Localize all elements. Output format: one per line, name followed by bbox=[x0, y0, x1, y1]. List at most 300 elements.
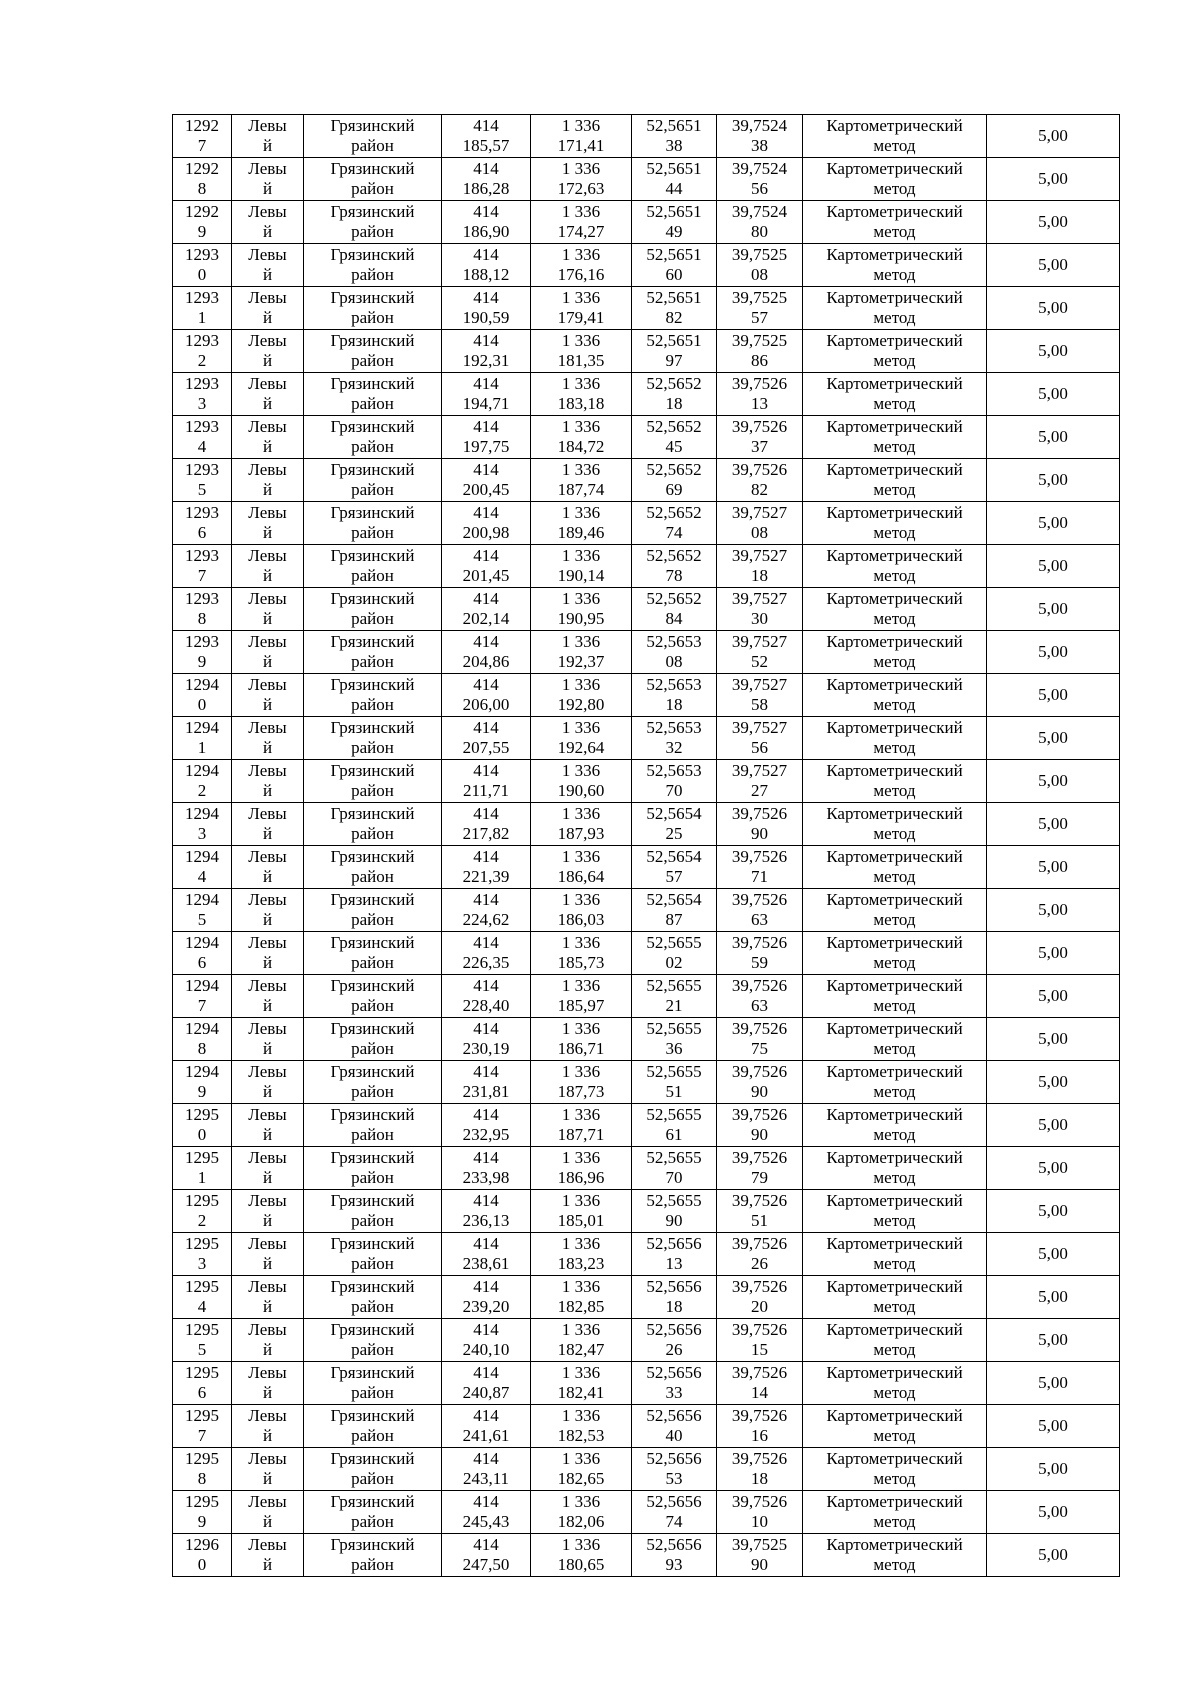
method-line: Картометрический bbox=[826, 374, 963, 393]
district-line: район bbox=[351, 996, 394, 1015]
district-line: район bbox=[351, 1211, 394, 1230]
side-line: Левы bbox=[248, 675, 287, 694]
district-cell bbox=[304, 1319, 442, 1362]
side-line: й bbox=[262, 566, 273, 585]
side-cell bbox=[232, 115, 304, 158]
y-coordinate-cell bbox=[531, 889, 632, 932]
district-line: Грязинский bbox=[330, 1062, 415, 1081]
x-coordinate-line: 414 bbox=[473, 159, 499, 178]
x-coordinate-line: 186,28 bbox=[462, 179, 510, 198]
point-number-line: 1294 bbox=[185, 718, 219, 737]
latitude-cell bbox=[632, 545, 717, 588]
method-cell bbox=[803, 373, 987, 416]
x-coordinate-line: 414 bbox=[473, 804, 499, 823]
x-coordinate-line: 239,20 bbox=[462, 1297, 510, 1316]
district-cell bbox=[304, 459, 442, 502]
point-number-line: 9 bbox=[197, 1512, 207, 1531]
table-row bbox=[173, 416, 1120, 459]
latitude-cell bbox=[632, 1190, 717, 1233]
accuracy-cell: 5,00 bbox=[987, 201, 1120, 244]
latitude-line: 52,5655 bbox=[646, 1105, 702, 1124]
point-number-line: 1294 bbox=[185, 1019, 219, 1038]
method-cell bbox=[803, 1405, 987, 1448]
accuracy-cell: 5,00 bbox=[987, 1319, 1120, 1362]
latitude-cell bbox=[632, 1448, 717, 1491]
x-coordinate-line: 206,00 bbox=[462, 695, 510, 714]
point-number-line: 0 bbox=[197, 1125, 207, 1144]
point-number-line: 1295 bbox=[185, 1363, 219, 1382]
longitude-cell bbox=[717, 1018, 803, 1061]
x-coordinate-cell bbox=[442, 1491, 531, 1534]
y-coordinate-cell bbox=[531, 1276, 632, 1319]
method-cell bbox=[803, 244, 987, 287]
district-line: район bbox=[351, 867, 394, 886]
side-line: Левы bbox=[248, 890, 287, 909]
y-coordinate-line: 1 336 bbox=[561, 847, 601, 866]
y-coordinate-cell bbox=[531, 1491, 632, 1534]
method-line: метод bbox=[873, 437, 916, 456]
point-number-cell bbox=[173, 1276, 232, 1319]
y-coordinate-line: 182,85 bbox=[557, 1297, 605, 1316]
latitude-line: 74 bbox=[665, 1512, 683, 1531]
latitude-line: 52,5656 bbox=[646, 1406, 702, 1425]
x-coordinate-line: 228,40 bbox=[462, 996, 510, 1015]
latitude-line: 38 bbox=[665, 136, 683, 155]
district-line: Грязинский bbox=[330, 245, 415, 264]
latitude-line: 52,5656 bbox=[646, 1535, 702, 1554]
point-number-cell bbox=[173, 1018, 232, 1061]
accuracy-cell: 5,00 bbox=[987, 631, 1120, 674]
x-coordinate-line: 201,45 bbox=[462, 566, 510, 585]
method-cell bbox=[803, 588, 987, 631]
longitude-cell bbox=[717, 1534, 803, 1577]
method-line: Картометрический bbox=[826, 1449, 963, 1468]
method-cell bbox=[803, 1448, 987, 1491]
district-cell bbox=[304, 158, 442, 201]
district-line: район bbox=[351, 351, 394, 370]
table-row bbox=[173, 1319, 1120, 1362]
method-cell bbox=[803, 631, 987, 674]
district-line: район bbox=[351, 437, 394, 456]
longitude-line: 80 bbox=[751, 222, 768, 241]
longitude-line: 39,7527 bbox=[731, 546, 788, 565]
longitude-cell bbox=[717, 588, 803, 631]
side-line: Левы bbox=[248, 718, 287, 737]
point-number-line: 1295 bbox=[185, 1105, 219, 1124]
longitude-line: 90 bbox=[751, 824, 768, 843]
side-line: й bbox=[262, 1168, 273, 1187]
method-cell bbox=[803, 1491, 987, 1534]
latitude-cell bbox=[632, 1061, 717, 1104]
side-line: Левы bbox=[248, 1363, 287, 1382]
side-line: Левы bbox=[248, 460, 287, 479]
y-coordinate-line: 1 336 bbox=[561, 1363, 601, 1382]
longitude-line: 39,7526 bbox=[731, 1406, 788, 1425]
latitude-line: 52,5651 bbox=[646, 159, 702, 178]
latitude-cell bbox=[632, 975, 717, 1018]
x-coordinate-cell bbox=[442, 459, 531, 502]
district-line: район bbox=[351, 738, 394, 757]
point-number-line: 0 bbox=[197, 1555, 207, 1574]
accuracy-cell: 5,00 bbox=[987, 803, 1120, 846]
x-coordinate-line: 414 bbox=[473, 1535, 499, 1554]
district-cell bbox=[304, 760, 442, 803]
latitude-line: 90 bbox=[665, 1211, 683, 1230]
point-number-cell bbox=[173, 502, 232, 545]
side-line: Левы bbox=[248, 632, 287, 651]
x-coordinate-cell bbox=[442, 846, 531, 889]
method-cell bbox=[803, 803, 987, 846]
point-number-cell bbox=[173, 244, 232, 287]
table-row bbox=[173, 975, 1120, 1018]
table-row bbox=[173, 115, 1120, 158]
latitude-line: 32 bbox=[665, 738, 683, 757]
district-line: район bbox=[351, 695, 394, 714]
longitude-cell bbox=[717, 1190, 803, 1233]
accuracy-cell: 5,00 bbox=[987, 416, 1120, 459]
y-coordinate-cell bbox=[531, 631, 632, 674]
district-line: район bbox=[351, 1512, 394, 1531]
district-cell bbox=[304, 416, 442, 459]
latitude-cell bbox=[632, 760, 717, 803]
x-coordinate-line: 202,14 bbox=[462, 609, 510, 628]
district-line: район bbox=[351, 480, 394, 499]
longitude-line: 39,7526 bbox=[731, 374, 788, 393]
longitude-line: 39,7526 bbox=[731, 890, 788, 909]
point-number-line: 1295 bbox=[185, 1320, 219, 1339]
method-line: Картометрический bbox=[826, 1234, 963, 1253]
method-cell bbox=[803, 717, 987, 760]
method-line: метод bbox=[873, 265, 916, 284]
side-line: Левы bbox=[248, 847, 287, 866]
x-coordinate-cell bbox=[442, 1276, 531, 1319]
longitude-cell bbox=[717, 287, 803, 330]
side-cell bbox=[232, 1491, 304, 1534]
side-line: й bbox=[262, 351, 273, 370]
district-line: Грязинский bbox=[330, 159, 415, 178]
latitude-cell bbox=[632, 1362, 717, 1405]
longitude-line: 39,7526 bbox=[731, 1148, 788, 1167]
latitude-line: 52,5652 bbox=[646, 417, 702, 436]
table-row bbox=[173, 631, 1120, 674]
y-coordinate-line: 1 336 bbox=[561, 804, 601, 823]
point-number-line: 0 bbox=[197, 265, 207, 284]
district-line: район bbox=[351, 781, 394, 800]
latitude-cell bbox=[632, 932, 717, 975]
method-line: Картометрический bbox=[826, 1277, 963, 1296]
method-line: Картометрический bbox=[826, 1406, 963, 1425]
y-coordinate-cell bbox=[531, 158, 632, 201]
latitude-line: 74 bbox=[665, 523, 683, 542]
district-cell bbox=[304, 1534, 442, 1577]
point-number-line: 8 bbox=[197, 609, 207, 628]
x-coordinate-cell bbox=[442, 502, 531, 545]
x-coordinate-cell bbox=[442, 158, 531, 201]
longitude-cell bbox=[717, 803, 803, 846]
district-line: Грязинский bbox=[330, 1105, 415, 1124]
point-number-line: 1 bbox=[197, 738, 207, 757]
district-line: Грязинский bbox=[330, 761, 415, 780]
district-cell bbox=[304, 846, 442, 889]
side-line: Левы bbox=[248, 1277, 287, 1296]
method-cell bbox=[803, 1276, 987, 1319]
side-line: й bbox=[262, 1125, 273, 1144]
longitude-line: 39,7526 bbox=[731, 417, 788, 436]
side-cell bbox=[232, 1061, 304, 1104]
side-line: й bbox=[262, 1469, 273, 1488]
accuracy-cell: 5,00 bbox=[987, 244, 1120, 287]
point-number-cell bbox=[173, 1448, 232, 1491]
longitude-cell bbox=[717, 545, 803, 588]
longitude-line: 39,7526 bbox=[731, 1449, 788, 1468]
district-line: район bbox=[351, 953, 394, 972]
x-coordinate-line: 414 bbox=[473, 1234, 499, 1253]
latitude-line: 52,5654 bbox=[646, 847, 702, 866]
x-coordinate-line: 414 bbox=[473, 374, 499, 393]
side-line: й bbox=[262, 394, 273, 413]
table-row bbox=[173, 1104, 1120, 1147]
point-number-line: 1293 bbox=[185, 417, 219, 436]
method-line: метод bbox=[873, 1039, 916, 1058]
x-coordinate-line: 224,62 bbox=[462, 910, 510, 929]
x-coordinate-line: 185,57 bbox=[462, 136, 510, 155]
y-coordinate-line: 1 336 bbox=[561, 116, 601, 135]
latitude-cell bbox=[632, 373, 717, 416]
method-line: Картометрический bbox=[826, 804, 963, 823]
x-coordinate-line: 414 bbox=[473, 1492, 499, 1511]
point-number-line: 6 bbox=[197, 523, 207, 542]
table-row bbox=[173, 158, 1120, 201]
point-number-line: 1293 bbox=[185, 331, 219, 350]
side-line: й bbox=[262, 437, 273, 456]
x-coordinate-line: 240,87 bbox=[462, 1383, 510, 1402]
accuracy-cell: 5,00 bbox=[987, 1534, 1120, 1577]
longitude-line: 79 bbox=[751, 1168, 768, 1187]
accuracy-cell: 5,00 bbox=[987, 760, 1120, 803]
method-line: Картометрический bbox=[826, 761, 963, 780]
district-line: Грязинский bbox=[330, 1535, 415, 1554]
x-coordinate-cell bbox=[442, 1534, 531, 1577]
point-number-cell bbox=[173, 1534, 232, 1577]
side-cell bbox=[232, 459, 304, 502]
district-line: район bbox=[351, 566, 394, 585]
longitude-line: 39,7526 bbox=[731, 804, 788, 823]
x-coordinate-cell bbox=[442, 1190, 531, 1233]
district-line: Грязинский bbox=[330, 589, 415, 608]
longitude-line: 90 bbox=[751, 1125, 768, 1144]
district-line: Грязинский bbox=[330, 331, 415, 350]
longitude-line: 39,7526 bbox=[731, 1191, 788, 1210]
latitude-line: 52,5655 bbox=[646, 1062, 702, 1081]
side-line: Левы bbox=[248, 116, 287, 135]
y-coordinate-cell bbox=[531, 588, 632, 631]
accuracy-cell: 5,00 bbox=[987, 588, 1120, 631]
longitude-line: 16 bbox=[751, 1426, 768, 1445]
x-coordinate-cell bbox=[442, 1104, 531, 1147]
side-cell bbox=[232, 717, 304, 760]
longitude-line: 71 bbox=[751, 867, 768, 886]
accuracy-cell: 5,00 bbox=[987, 889, 1120, 932]
longitude-line: 39,7526 bbox=[731, 1234, 788, 1253]
longitude-line: 39,7526 bbox=[731, 1363, 788, 1382]
latitude-line: 52,5653 bbox=[646, 718, 702, 737]
y-coordinate-line: 171,41 bbox=[557, 136, 605, 155]
district-cell bbox=[304, 330, 442, 373]
y-coordinate-cell bbox=[531, 975, 632, 1018]
district-line: район bbox=[351, 136, 394, 155]
method-cell bbox=[803, 330, 987, 373]
x-coordinate-cell bbox=[442, 373, 531, 416]
method-cell bbox=[803, 975, 987, 1018]
accuracy-cell: 5,00 bbox=[987, 1405, 1120, 1448]
method-cell bbox=[803, 674, 987, 717]
side-cell bbox=[232, 1448, 304, 1491]
accuracy-cell: 5,00 bbox=[987, 1362, 1120, 1405]
longitude-cell bbox=[717, 1061, 803, 1104]
point-number-cell bbox=[173, 1362, 232, 1405]
x-coordinate-cell bbox=[442, 545, 531, 588]
y-coordinate-line: 176,16 bbox=[557, 265, 605, 284]
y-coordinate-cell bbox=[531, 1448, 632, 1491]
x-coordinate-line: 232,95 bbox=[462, 1125, 510, 1144]
y-coordinate-cell bbox=[531, 1190, 632, 1233]
latitude-line: 52,5653 bbox=[646, 761, 702, 780]
x-coordinate-cell bbox=[442, 201, 531, 244]
y-coordinate-cell bbox=[531, 373, 632, 416]
x-coordinate-line: 194,71 bbox=[462, 394, 510, 413]
x-coordinate-line: 414 bbox=[473, 1363, 499, 1382]
method-line: Картометрический bbox=[826, 288, 963, 307]
y-coordinate-line: 1 336 bbox=[561, 1406, 601, 1425]
side-cell bbox=[232, 373, 304, 416]
district-line: район bbox=[351, 523, 394, 542]
side-line: Левы bbox=[248, 976, 287, 995]
y-coordinate-cell bbox=[531, 717, 632, 760]
longitude-line: 30 bbox=[751, 609, 768, 628]
x-coordinate-cell bbox=[442, 1448, 531, 1491]
point-number-cell bbox=[173, 975, 232, 1018]
district-cell bbox=[304, 502, 442, 545]
side-cell bbox=[232, 1190, 304, 1233]
accuracy-cell: 5,00 bbox=[987, 1104, 1120, 1147]
side-cell bbox=[232, 803, 304, 846]
longitude-line: 39,7526 bbox=[731, 1492, 788, 1511]
district-line: Грязинский bbox=[330, 1277, 415, 1296]
accuracy-cell: 5,00 bbox=[987, 1276, 1120, 1319]
point-number-line: 2 bbox=[197, 781, 207, 800]
latitude-line: 52,5654 bbox=[646, 804, 702, 823]
x-coordinate-line: 414 bbox=[473, 1148, 499, 1167]
side-cell bbox=[232, 932, 304, 975]
longitude-cell bbox=[717, 158, 803, 201]
accuracy-cell: 5,00 bbox=[987, 1448, 1120, 1491]
longitude-cell bbox=[717, 932, 803, 975]
latitude-line: 36 bbox=[665, 1039, 683, 1058]
method-cell bbox=[803, 1190, 987, 1233]
point-number-cell bbox=[173, 846, 232, 889]
point-number-cell bbox=[173, 760, 232, 803]
method-line: метод bbox=[873, 824, 916, 843]
side-line: Левы bbox=[248, 1535, 287, 1554]
point-number-line: 4 bbox=[197, 867, 207, 886]
point-number-line: 6 bbox=[197, 953, 207, 972]
method-line: метод bbox=[873, 308, 916, 327]
latitude-cell bbox=[632, 846, 717, 889]
x-coordinate-line: 192,31 bbox=[462, 351, 510, 370]
y-coordinate-cell bbox=[531, 1319, 632, 1362]
latitude-line: 52,5652 bbox=[646, 460, 702, 479]
side-cell bbox=[232, 889, 304, 932]
y-coordinate-line: 192,37 bbox=[557, 652, 605, 671]
y-coordinate-cell bbox=[531, 1147, 632, 1190]
method-line: метод bbox=[873, 1297, 916, 1316]
accuracy-cell: 5,00 bbox=[987, 932, 1120, 975]
method-cell bbox=[803, 889, 987, 932]
latitude-cell bbox=[632, 889, 717, 932]
district-cell bbox=[304, 1147, 442, 1190]
point-number-line: 1293 bbox=[185, 503, 219, 522]
accuracy-cell: 5,00 bbox=[987, 1147, 1120, 1190]
longitude-line: 57 bbox=[751, 308, 768, 327]
latitude-line: 93 bbox=[665, 1555, 683, 1574]
method-line: метод bbox=[873, 996, 916, 1015]
method-line: метод bbox=[873, 1082, 916, 1101]
x-coordinate-line: 414 bbox=[473, 718, 499, 737]
longitude-line: 13 bbox=[751, 394, 768, 413]
latitude-line: 52,5656 bbox=[646, 1320, 702, 1339]
longitude-line: 18 bbox=[751, 1469, 768, 1488]
longitude-line: 39,7526 bbox=[731, 847, 788, 866]
method-line: Картометрический bbox=[826, 116, 963, 135]
method-line: Картометрический bbox=[826, 847, 963, 866]
table-row bbox=[173, 1405, 1120, 1448]
y-coordinate-line: 1 336 bbox=[561, 890, 601, 909]
side-cell bbox=[232, 631, 304, 674]
latitude-line: 52,5655 bbox=[646, 933, 702, 952]
y-coordinate-cell bbox=[531, 932, 632, 975]
side-line: й bbox=[262, 910, 273, 929]
method-line: Картометрический bbox=[826, 1148, 963, 1167]
x-coordinate-cell bbox=[442, 416, 531, 459]
longitude-line: 63 bbox=[751, 996, 768, 1015]
y-coordinate-cell bbox=[531, 1405, 632, 1448]
y-coordinate-line: 1 336 bbox=[561, 675, 601, 694]
longitude-line: 26 bbox=[751, 1254, 768, 1273]
longitude-line: 39,7526 bbox=[731, 460, 788, 479]
latitude-line: 49 bbox=[665, 222, 683, 241]
district-cell bbox=[304, 631, 442, 674]
longitude-cell bbox=[717, 631, 803, 674]
side-line: й bbox=[262, 265, 273, 284]
district-line: Грязинский bbox=[330, 804, 415, 823]
x-coordinate-cell bbox=[442, 1061, 531, 1104]
district-line: район bbox=[351, 824, 394, 843]
point-number-line: 9 bbox=[197, 222, 207, 241]
x-coordinate-cell bbox=[442, 1018, 531, 1061]
latitude-line: 52,5652 bbox=[646, 589, 702, 608]
method-line: Картометрический bbox=[826, 331, 963, 350]
x-coordinate-cell bbox=[442, 1362, 531, 1405]
y-coordinate-line: 172,63 bbox=[557, 179, 605, 198]
side-line: Левы bbox=[248, 1062, 287, 1081]
method-cell bbox=[803, 1018, 987, 1061]
side-line: й bbox=[262, 695, 273, 714]
x-coordinate-cell bbox=[442, 588, 531, 631]
table-row bbox=[173, 1018, 1120, 1061]
y-coordinate-line: 187,73 bbox=[557, 1082, 605, 1101]
point-number-cell bbox=[173, 1491, 232, 1534]
x-coordinate-line: 414 bbox=[473, 1277, 499, 1296]
